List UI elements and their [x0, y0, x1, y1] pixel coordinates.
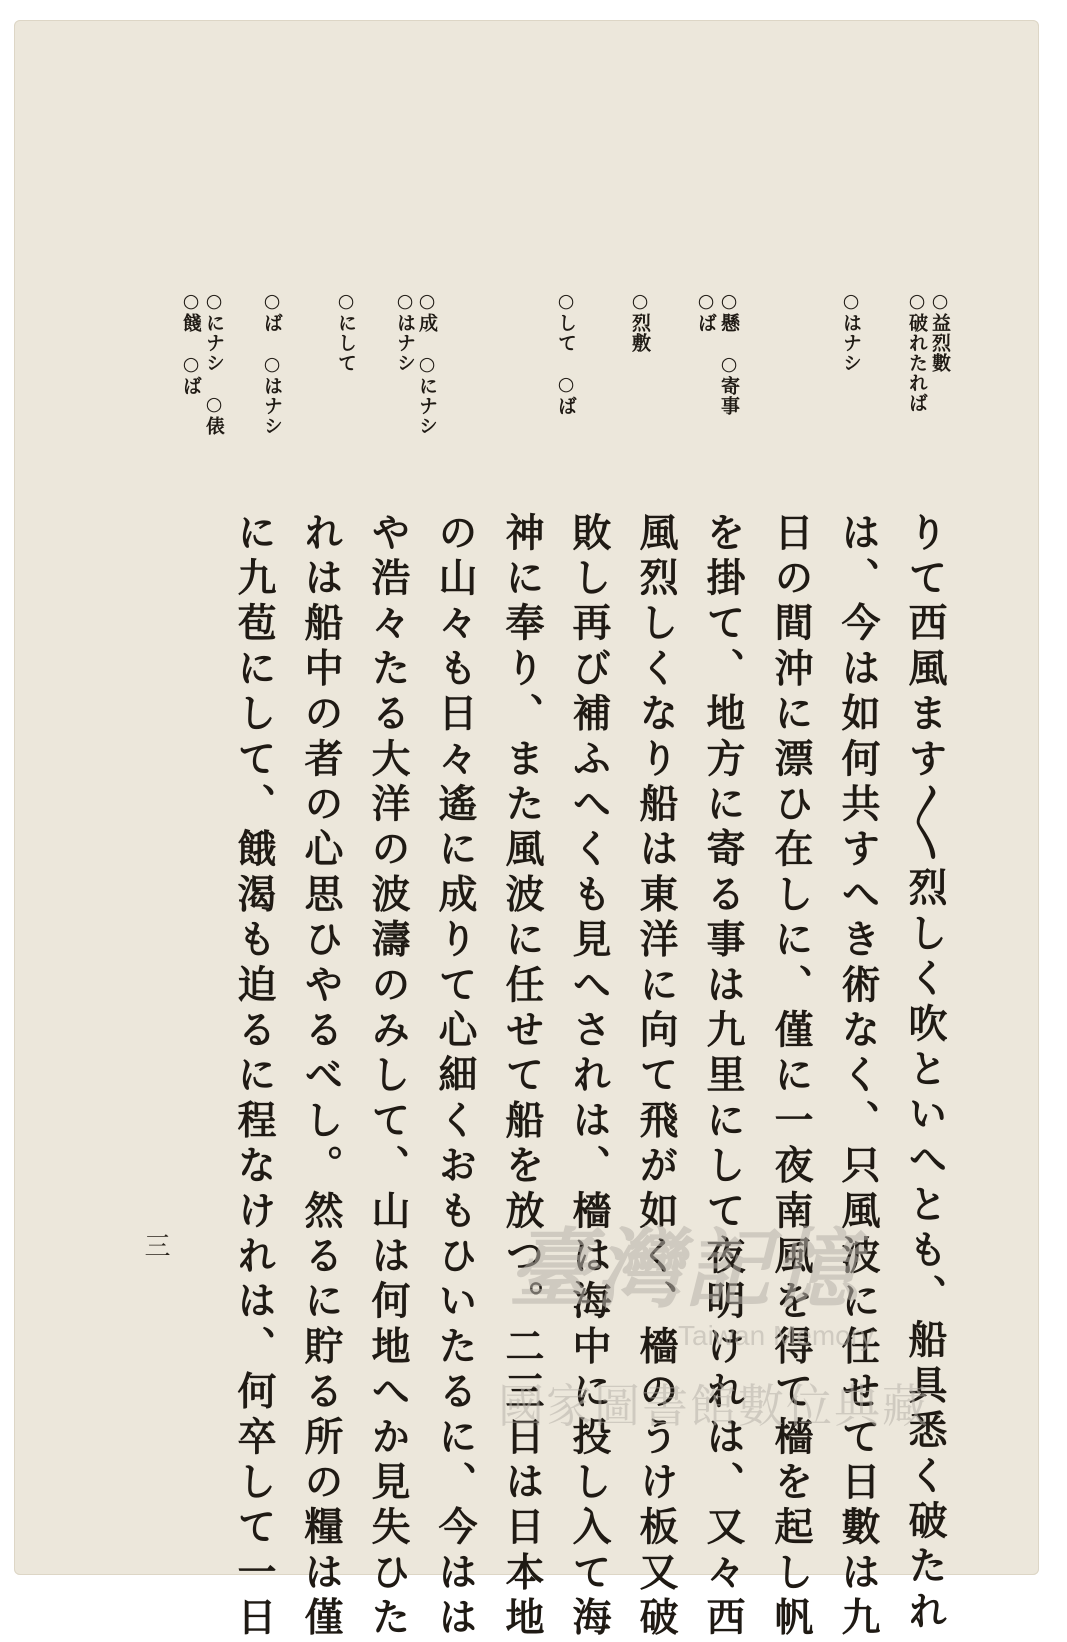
- main-text-column-10: れは船中の者の心思ひやるべし。然るに貯る所の糧は僅: [298, 512, 344, 1642]
- watermark-title: 臺灣記憶: [508, 1219, 860, 1320]
- note-column-12: ○にナシ ○俵: [203, 290, 225, 436]
- main-text-column-11: に九苞にして、餓渴も迫るに程なけれは、何卒して一日: [231, 512, 277, 1642]
- main-text-column-7: 神に奉り、また風波に任せて船を放つ。二三日は日本地: [499, 512, 545, 1642]
- note-column-3: ○はナシ: [840, 290, 862, 373]
- note-column-11: ○ば ○はナシ: [261, 290, 283, 436]
- main-text-column-4: を掛て、地方に寄る事は九里にして夜明けれは、又々西: [700, 512, 746, 1642]
- note-column-6: ○烈敷: [629, 290, 651, 353]
- note-column-13: ○餞 ○ば: [180, 290, 202, 396]
- main-text-column-2: は、今は如何共すへき術なく、只風波に任せて日數は九: [835, 512, 881, 1642]
- note-column-9: ○はナシ: [394, 290, 416, 373]
- note-column-10: ○にして: [335, 290, 357, 373]
- note-column-2: ○破れたれば: [906, 290, 928, 413]
- note-column-4: ○懸 ○寄事: [718, 290, 740, 416]
- watermark-english: Taiwan Memory: [678, 1320, 875, 1351]
- note-column-8: ○成 ○にナシ: [416, 290, 438, 436]
- main-text-column-3: 日の間沖に漂ひ在しに、僅に一夜南風を得て檣を起し帆: [768, 512, 814, 1642]
- main-text-column-8: の山々も日々遙に成りて心細くおもひいたるに、今はは: [432, 512, 478, 1642]
- main-text-column-9: や浩々たる大洋の波濤のみして、山は何地へか見失ひた: [365, 512, 411, 1642]
- note-column-7: ○して ○ば: [555, 290, 577, 416]
- main-text-column-6: 敗し再び補ふへくも見へされは、檣は海中に投し入て海: [566, 512, 612, 1642]
- watermark-subtitle: 國家圖書館數位典藏: [498, 1379, 930, 1433]
- main-text-column-5: 風烈しくなり船は東洋に向て飛が如く、檣のうけ板又破: [633, 512, 679, 1642]
- note-column-5: ○ば: [695, 290, 717, 333]
- page-number: 三: [140, 1232, 170, 1258]
- book-page: [14, 20, 1039, 1642]
- main-text-column-1: りて西風ます〳〵烈しく吹といへとも、船具悉く破たれ: [902, 512, 948, 1636]
- note-column-1: ○益烈數: [929, 290, 951, 373]
